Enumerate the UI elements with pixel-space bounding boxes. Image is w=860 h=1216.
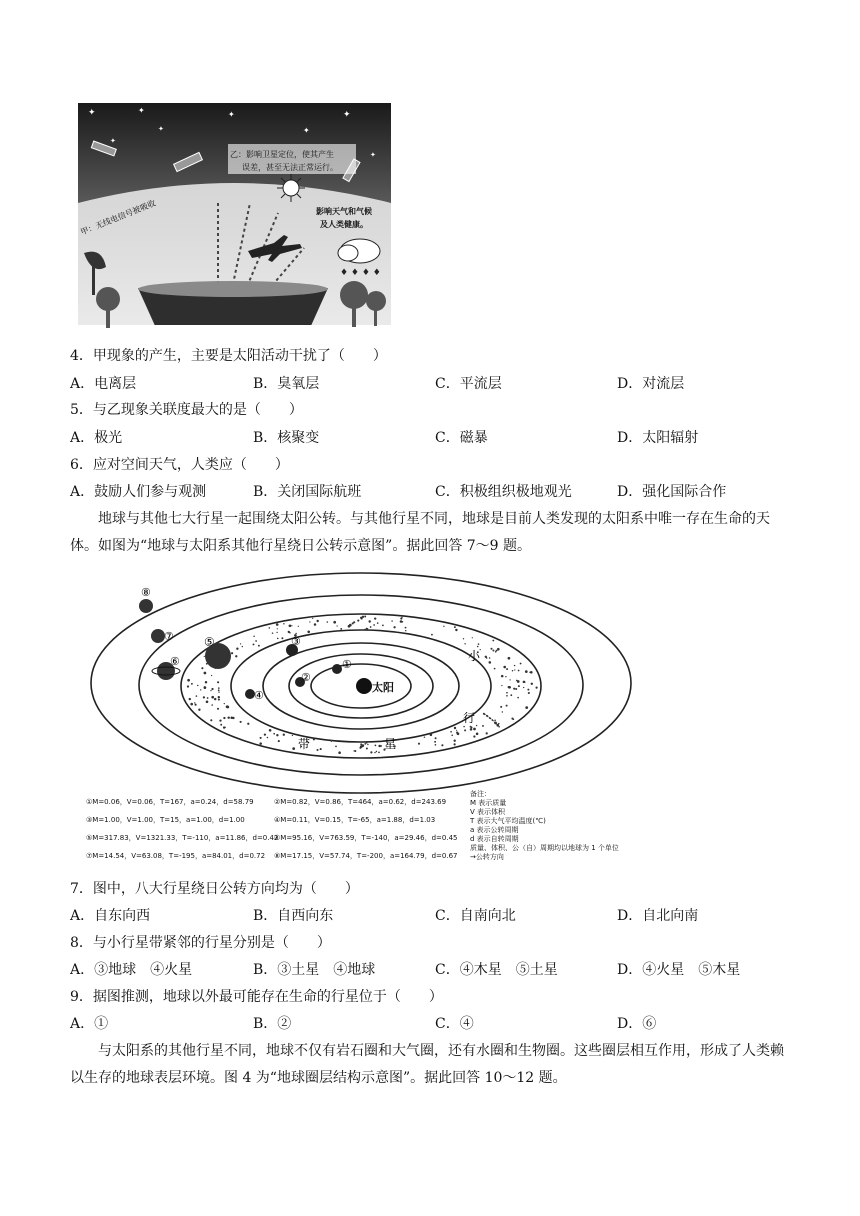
asteroid-dot [501,675,504,678]
planet-7-label: ⑦ [164,630,174,643]
asteroid-dot [267,737,269,739]
question-4-stem: 4．甲现象的产生，主要是太阳活动干扰了（ ） [70,348,387,364]
asteroid-dot [253,643,255,645]
asteroid-dot [313,738,315,740]
asteroid-dot [309,621,310,622]
cloud-icon [338,239,381,278]
svg-text:质量、体积、公（自）周期均以地球为 1 个单位: 质量、体积、公（自）周期均以地球为 1 个单位 [470,844,619,852]
asteroid-dot [464,643,465,644]
asteroid-dot [451,735,453,737]
svg-text:✦: ✦ [88,108,96,118]
asteroid-dot [505,676,506,677]
svg-text:→公转方向: →公转方向 [470,853,504,861]
asteroid-dot [525,706,528,709]
asteroid-dot [378,752,380,754]
asteroid-dot [276,623,279,626]
asteroid-dot [258,645,260,647]
asteroid-dot [187,679,190,682]
planet-6-label: ⑥ [170,655,180,668]
asteroid-dot [514,665,515,666]
asteroid-dot [278,740,280,742]
asteroid-dot [269,627,271,629]
asteroid-dot [292,747,295,750]
asteroid-dot [357,620,359,622]
asteroid-dot [307,631,310,634]
q9-option-a[interactable]: A．① [70,1016,109,1032]
asteroid-dot [235,655,237,657]
asteroid-dot [405,627,407,629]
asteroid-dot [217,708,219,710]
asteroid-dot [288,631,290,633]
belt-label-xing: 行 [463,711,476,725]
asteroid-dot [418,743,420,745]
asteroid-dot [435,744,437,746]
asteroid-dot [364,743,366,745]
q7-option-a[interactable]: A．自东向西 [70,908,151,924]
asteroid-dot [336,625,337,626]
asteroid-dot [204,656,205,657]
asteroid-dot [349,624,352,627]
asteroid-dot [368,620,370,622]
q6-option-c[interactable]: C．积极组织极地观光 [435,484,572,500]
asteroid-dot [316,749,318,751]
asteroid-dot [366,742,368,744]
asteroid-dot [273,733,275,735]
asteroid-dot [223,717,225,719]
asteroid-dot [370,626,372,628]
asteroid-dot [506,692,508,694]
asteroid-dot [211,675,212,676]
asteroid-dot [430,734,433,737]
asteroid-dot [508,686,511,689]
question-9-stem: 9．据图推测，地球以外最可能存在生命的行星位于（ ） [70,989,443,1005]
asteroid-dot [335,746,337,748]
asteroid-dot [400,620,403,623]
asteroid-dot [204,686,206,688]
asteroid-dot [485,656,487,658]
asteroid-dot [486,732,488,734]
asteroid-dot [366,747,368,749]
asteroid-dot [259,742,262,745]
svg-text:T 表示大气平均温度(℃): T 表示大气平均温度(℃) [470,817,546,825]
svg-text:a 表示公转周期: a 表示公转周期 [470,826,519,834]
asteroid-dot [470,728,473,731]
question-6-stem: 6．应对空间天气，人类应（ ） [70,457,289,473]
asteroid-dot [382,625,384,627]
svg-text:d 表示自转周期: d 表示自转周期 [470,835,519,843]
asteroid-dot [477,646,479,648]
asteroid-dot [218,696,220,698]
q4-option-a[interactable]: A．电离层 [70,376,137,392]
asteroid-dot [205,681,207,683]
sun-icon [356,678,372,694]
asteroid-dot [517,697,519,699]
asteroid-dot [253,636,255,638]
q9-option-d[interactable]: D．⑥ [617,1016,657,1032]
asteroid-dot [473,735,475,737]
q5-option-a[interactable]: A．极光 [70,430,123,446]
solar-system-figure [78,568,634,870]
asteroid-dot [443,626,444,627]
asteroid-dot [283,623,285,625]
space-weather-figure [78,103,391,335]
data-row-5: ⑤M=317.83，V=1321.33，T=-110，a=11.86，d=0.42 [86,834,279,842]
label-yi-1: 乙：影响卫星定位，使其产生 [230,150,334,159]
asteroid-dot [393,626,395,628]
asteroid-dot [190,703,193,706]
belt-label-xiao: 小 [468,649,481,663]
question-7-stem: 7．图中，八大行星绕日公转方向均为（ ） [70,881,359,897]
asteroid-dot [230,716,233,719]
asteroid-dot [220,724,222,726]
intro-paragraph-7-9: 地球与其他七大行星一起围绕太阳公转。与其他行星不同，地球是目前人类发现的太阳系中唯一存在生命的天体。如图为“地球与太阳系其他行星绕日公转示意图”。据此回答 7～9 题。 [70,511,770,554]
label-jia: 甲：无线电信号被吸收 [79,198,157,237]
asteroid-dot [201,667,203,669]
asteroid-dot [510,694,512,696]
asteroid-dot [189,698,191,700]
asteroid-dot [502,711,503,712]
asteroid-dot [518,670,520,672]
asteroid-dot [431,634,433,636]
asteroid-dot [424,736,425,737]
asteroid-dot [218,699,220,701]
asteroid-dot [520,663,522,665]
asteroid-dot [231,652,233,654]
asteroid-dot [314,623,317,626]
data-row-7: ⑦M=14.54，V=63.08，T=-195，a=84.01，d=0.72 [86,852,266,860]
label-weather-1: 影响天气和气候 [316,206,372,216]
asteroid-dot [207,697,209,699]
asteroid-dot [527,689,529,691]
asteroid-dot [515,688,517,690]
asteroid-dot [364,629,366,631]
q7-option-c[interactable]: C．自南向北 [435,908,516,924]
label-weather-2: 及人类健康。 [320,219,368,229]
asteroid-dot [326,621,328,623]
belt-label-dai: 带 [298,737,311,751]
sun-icon [277,174,305,202]
asteroid-dot [240,721,242,723]
q5-option-c[interactable]: C．磁暴 [435,430,488,446]
asteroid-dot [366,628,368,630]
asteroid-dot [312,618,313,619]
asteroid-dot [197,685,198,686]
asteroid-dot [338,751,341,754]
asteroid-dot [454,743,456,745]
asteroid-dot [211,704,213,706]
asteroid-dot [206,700,209,703]
asteroid-dot [247,723,249,725]
asteroid-dot [210,719,212,721]
asteroid-dot [362,616,364,618]
asteroid-dot [360,743,362,745]
asteroid-dot [493,720,494,721]
asteroid-dot [506,695,508,697]
planet-3-label: ③ [291,635,301,648]
asteroid-dot [330,740,332,742]
asteroid-dot [405,630,406,631]
q8-option-a[interactable]: A．③地球 ④火星 [70,962,193,978]
asteroid-dot [513,719,515,721]
asteroid-dot [260,737,262,739]
q9-option-c[interactable]: C．④ [435,1016,474,1032]
q6-option-a[interactable]: A．鼓励人们参与观测 [70,484,207,500]
asteroid-dot [463,638,464,639]
asteroid-dot [513,688,515,690]
svg-text:✦: ✦ [370,151,376,159]
asteroid-dot [512,670,513,671]
asteroid-dot [373,624,375,626]
asteroid-dot [476,725,477,726]
asteroid-dot [195,704,197,706]
planet-5-label: ⑤ [204,635,215,649]
asteroid-dot [525,670,528,673]
asteroid-dot [482,725,484,727]
asteroid-dot [441,744,443,746]
asteroid-dot [501,685,502,686]
asteroid-dot [473,728,476,731]
asteroid-dot [198,709,200,711]
asteroid-dot [456,731,458,733]
asteroid-dot [374,752,375,753]
asteroid-dot [464,729,466,731]
asteroid-dot [292,735,293,736]
asteroid-dot [489,661,492,664]
asteroid-dot [524,681,525,682]
asteroid-dot [353,621,355,623]
asteroid-dot [494,720,496,722]
asteroid-dot [298,626,299,627]
asteroid-dot [367,744,368,745]
asteroid-dot [218,687,220,689]
asteroid-dot [456,730,457,731]
asteroid-dot [333,621,336,624]
planet-1-label: ① [342,658,352,671]
asteroid-dot [227,716,229,718]
asteroid-dot [490,648,492,650]
q6-option-d[interactable]: D．强化国际合作 [617,484,727,500]
asteroid-dot [454,740,456,742]
asteroid-dot [276,734,278,736]
asteroid-dot [506,668,508,670]
asteroid-dot [219,719,221,721]
asteroid-dot [523,687,524,688]
asteroid-dot [317,620,319,622]
asteroid-dot [463,726,464,727]
q7-option-b[interactable]: B．自西向东 [253,908,334,924]
asteroid-dot [277,628,278,629]
q5-option-d[interactable]: D．太阳辐射 [617,430,699,446]
asteroid-dot [487,716,488,717]
asteroid-dot [255,640,257,642]
asteroid-dot [353,750,354,751]
asteroid-dot [370,751,372,753]
asteroid-dot [529,672,531,674]
svg-text:M 表示质量: M 表示质量 [470,799,507,807]
asteroid-dot [492,640,494,642]
asteroid-dot [531,683,533,685]
svg-text:✦: ✦ [158,125,164,133]
asteroid-dot [191,683,193,685]
asteroid-dot [506,705,508,707]
asteroid-dot [277,638,279,640]
asteroid-dot [497,648,500,651]
asteroid-dot [494,668,496,670]
planet-8-label: ⑧ [141,586,151,599]
asteroid-dot [204,672,207,675]
asteroid-dot [509,679,510,680]
planet-7 [151,629,174,643]
asteroid-dot [242,646,243,647]
asteroid-dot [218,691,219,692]
asteroid-dot [471,727,473,729]
asteroid-dot [218,689,220,691]
asteroid-dot [454,727,456,729]
asteroid-dot [454,626,456,628]
svg-text:✦: ✦ [110,137,116,145]
asteroid-dot [340,628,342,630]
asteroid-dot [528,692,529,693]
svg-text:♦ ♦ ♦ ♦: ♦ ♦ ♦ ♦ [340,268,381,278]
q8-option-b[interactable]: B．③土星 ④地球 [253,962,376,978]
asteroid-dot [489,657,491,659]
asteroid-dot [289,624,292,627]
asteroid-dot [380,745,382,747]
asteroid-dot [196,695,198,697]
asteroid-dot [450,731,452,733]
asteroid-dot [217,681,219,683]
asteroid-dot [240,643,241,644]
asteroid-dot [498,726,500,728]
q8-option-c[interactable]: C．④木星 ⑤土星 [435,962,558,978]
asteroid-dot [375,745,377,747]
asteroid-dot [236,647,238,649]
q4-option-c[interactable]: C．平流层 [435,376,502,392]
asteroid-dot [478,643,480,645]
asteroid-dot [203,696,205,698]
asteroid-dot [518,685,520,687]
q7-option-d[interactable]: D．自北向南 [617,908,699,924]
intro-paragraph-10-12: 与太阳系的其他行星不同，地球不仅有岩石圈和大气圈，还有水圈和生物圈。这些圈层相互作用，形成了人类赖以生存的地球表层环境。图 4 为“地球圈层结构示意图”。据此回答 10～12 题。 [70,1043,784,1086]
data-row-4: ④M=0.11，V=0.15，T=-65，a=1.88，d=1.03 [274,816,436,824]
asteroid-dot [276,632,277,633]
asteroid-dot [503,666,506,669]
svg-text:备注：: 备注： [470,790,491,798]
asteroid-dot [455,629,457,631]
asteroid-dot [214,698,216,700]
data-row-2: ②M=0.82，V=0.86，T=464，a=0.62，d=243.69 [274,798,447,806]
asteroid-dot [291,625,292,626]
asteroid-dot [360,745,363,748]
question-8-stem: 8．与小行星带紧邻的行星分别是（ ） [70,935,331,951]
asteroid-dot [492,650,494,652]
asteroid-dot [401,617,402,618]
asteroid-dot [224,703,225,704]
data-row-6: ⑥M=95.16，V=763.59，T=-140，a=29.46，d=0.45 [274,834,458,842]
q4-option-d[interactable]: D．对流层 [617,376,685,392]
asteroid-dot [435,737,437,739]
asteroid-dot [374,617,376,619]
label-yi-2: 误差，甚至无法正常运行。 [242,163,338,172]
asteroid-dot [484,714,486,716]
asteroid-dot [476,733,479,736]
asteroid-dot [500,706,502,708]
asteroid-dot [272,632,274,634]
sun-label: 太阳 [372,681,394,694]
q4-option-b[interactable]: B．臭氧层 [253,376,320,392]
asteroid-dot [223,726,225,728]
svg-text:✦: ✦ [138,106,145,115]
asteroid-dot [211,688,213,690]
asteroid-dot [283,734,285,736]
asteroid-dot [391,620,393,622]
planet-4-label: ④ [254,689,264,702]
asteroid-dot [200,689,201,690]
asteroid-dot [264,733,266,735]
svg-text:✦: ✦ [343,110,351,120]
svg-text:✦: ✦ [303,126,310,135]
asteroid-dot [187,685,189,687]
asteroid-dot [472,637,473,638]
planet-2-label: ② [301,671,311,684]
asteroid-dot [514,669,515,670]
data-row-3: ③M=1.00，V=1.00，T=15，a=1.00，d=1.00 [86,816,245,824]
asteroid-dot [495,651,497,653]
asteroid-dot [320,748,322,750]
question-5-stem: 5．与乙现象关联度最大的是（ ） [70,402,303,418]
asteroid-dot [281,637,283,639]
q6-option-b[interactable]: B．关闭国际航班 [253,484,362,500]
q9-option-b[interactable]: B．② [253,1016,292,1032]
asteroid-dot [210,690,211,691]
asteroid-dot [364,616,366,618]
asteroid-dot [508,657,511,660]
belt-label-xing2: 星 [384,737,397,751]
asteroid-dot [194,702,195,703]
asteroid-dot [536,687,538,689]
asteroid-dot [434,741,436,743]
asteroid-dot [517,680,520,683]
data-row-8: ⑧M=17.15，V=57.74，T=-200，a=164.79，d=0.67 [274,852,458,860]
q5-option-b[interactable]: B．核聚变 [253,430,320,446]
asteroid-dot [490,718,491,719]
data-row-1: ①M=0.06，V=0.06，T=167，a=0.24，d=58.79 [86,798,254,806]
asteroid-dot [226,706,229,709]
asteroid-dot [377,622,379,624]
svg-text:✦: ✦ [228,110,235,119]
asteroid-dot [269,729,272,732]
asteroid-dot [376,751,377,752]
asteroid-dot [211,696,214,699]
q8-option-d[interactable]: D．④火星 ⑤木星 [617,962,741,978]
svg-text:V 表示体积: V 表示体积 [470,808,506,816]
